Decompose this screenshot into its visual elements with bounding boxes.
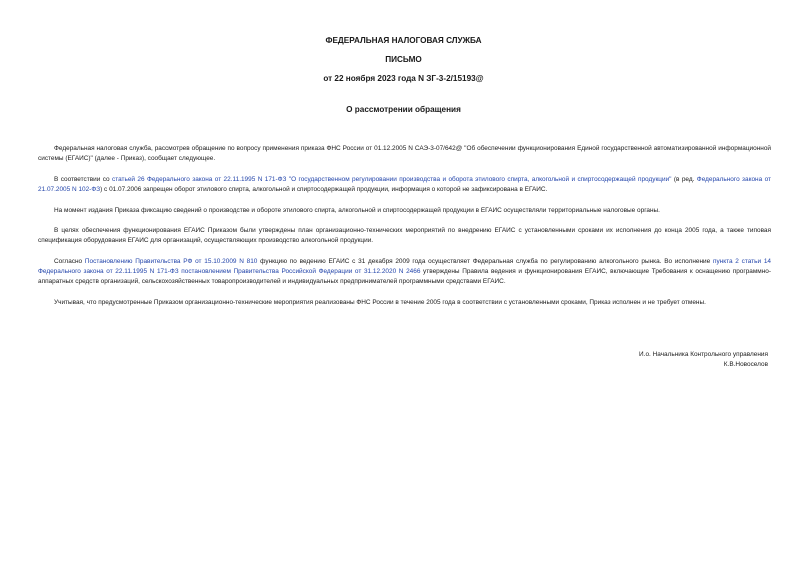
issuing-organization: ФЕДЕРАЛЬНАЯ НАЛОГОВАЯ СЛУЖБА [325,36,482,45]
paragraph-1: Федеральная налоговая служба, рассмотрев обращение по вопросу применения приказа ФНС России от 01.12.2005 N САЭ-3-07/642@ "Об обеспечении функционирования Единой государственной автоматизированной информационной системы (ЕГАИС)" (далее - Приказ), сообщает следующее. [38,145,771,163]
law-171-fz-article-26-link[interactable]: статьей 26 Федерального закона от 22.11.1995 N 171-ФЗ "О государственном регулировании производства и оборота этилового спирта, алкогольной и спиртосодержащей продукции" [112,175,672,183]
law-102-fz-link[interactable]: Федерального закона от 21.07.2005 N 102-ФЗ [38,175,771,193]
paragraph-3: На момент издания Приказа фиксацию сведений о производстве и обороте этилового спирта, алкогольной и спиртосодержащей продукции в ЕГАИС осуществляли территориальные налоговые органы. [54,206,660,214]
paragraph-5 [38,257,771,288]
document-subject: О рассмотрении обращения [346,105,461,114]
signature-block [520,350,768,370]
paragraph-2-text-a: В соответствии со [54,175,112,183]
paragraph-6: Учитывая, что предусмотренные Приказом организационно-технические мероприятия реализованы ФНС России в течение 2005 года в соответствии с установленными сроками, Приказ исполнен и не требует отмены. [54,298,706,306]
paragraph-5-text-a: Согласно [54,257,85,265]
paragraph-2 [38,175,771,195]
document-date-number: от 22 ноября 2023 года N ЗГ-3-2/15193@ [323,74,484,83]
paragraph-5-text-b: функцию по ведению ЕГАИС с 31 декабря 2009 года осуществляет Федеральная служба по регулированию алкогольного рынка. Во исполнение [257,257,713,265]
document-body [38,144,771,319]
signatory-position: И.о. Начальника Контрольного управления [639,351,768,358]
paragraph-2-text-b: (в ред. [671,175,697,183]
paragraph-2-text-c: ) с 01.07.2006 запрещен оборот этилового спирта, алкогольной и спиртосодержащей продукции, информация о которой не зафиксирована в ЕГАИС. [100,186,548,193]
government-decree-810-link[interactable]: Постановлению Правительства РФ от 15.10.2009 N 810 [84,257,258,265]
document-type: ПИСЬМО [385,55,422,64]
law-171-fz-article-14-link[interactable]: пункта 2 статьи 14 Федерального закона от 22.11.1995 N 171-ФЗ постановлением Правительства Российской Федерации от 31.12.2020 N 2466 [38,257,771,276]
signatory-name: К.В.Новоселов [723,361,768,369]
paragraph-4: В целях обеспечения функционирования ЕГАИС Приказом были утверждены план организационно-технических мероприятий по внедрению ЕГАИС с установленными сроками их исполнения до конца 2005 года, а также типовая спецификация оборудования ЕГАИС для организаций, осуществляющих производство алкогольной продукции. [38,227,771,245]
paragraph-5-text-c: утверждены Правила ведения и функционирования ЕГАИС, включающие Требования к оснащению программно-аппаратных средств организаций, сельскохозяйственных товаропроизводителей и индивидуальных предпринимателей программными средствами ЕГАИС. [38,268,771,286]
